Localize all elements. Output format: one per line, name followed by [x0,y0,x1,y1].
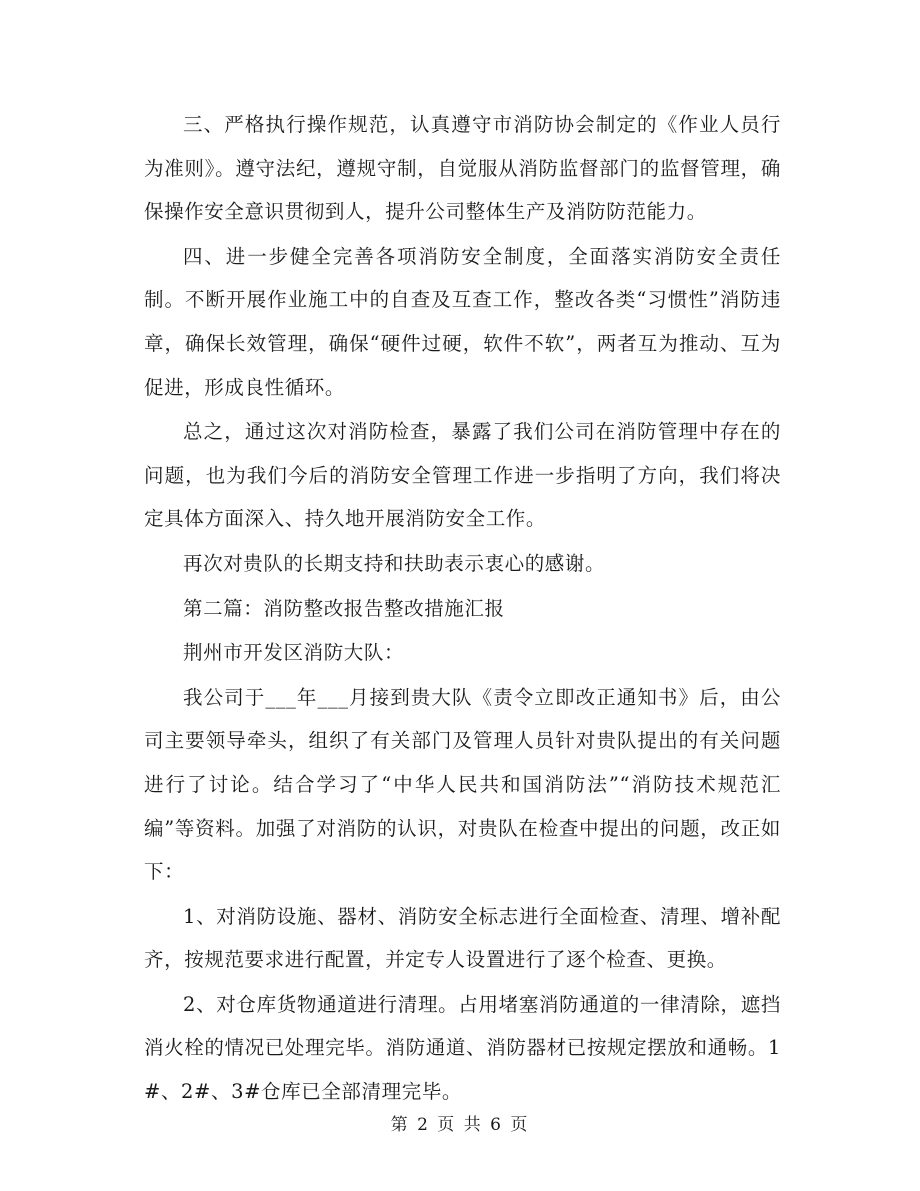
paragraph-section-four: 四、进一步健全完善各项消防安全制度，全面落实消防安全责任制。不断开展作业施工中的自查及互查工作，整改各类“习惯性”消防违章，确保长效管理，确保“硬件过硬，软件不软”，两者互为推动、互为促进，形成良性循环。 [144,244,781,399]
paragraph-item-one: 1、对消防设施、器材、消防安全标志进行全面检查、清理、增补配齐，按规范要求进行配置，并定专人设置进行了逐个检查、更换。 [144,904,781,972]
paragraph-summary: 总之，通过这次对消防检查，暴露了我们公司在消防管理中存在的问题，也为我们今后的消防安全管理工作进一步指明了方向，我们将决定具体方面深入、持久地开展消防安全工作。 [144,420,781,531]
paragraph-thanks: 再次对贵队的长期支持和扶助表示衷心的感谢。 [183,551,606,575]
paragraph-section-three: 三、严格执行操作规范，认真遵守市消防协会制定的《作业人员行为准则》。遵守法纪，遵规守制，自觉服从消防监督部门的监督管理，确保操作安全意识贯彻到人，提升公司整体生产及消防防范能力。 [144,113,781,224]
paragraph-introduction: 我公司于___年___月接到贵大队《责令立即改正通知书》后，由公司主要领导牵头，组织了有关部门及管理人员针对贵队提出的有关问题进行了讨论。结合学习了“中华人民共和国消防法”“消防技术规范汇编”等资料。加强了对消防的认识，对贵队在检查中提出的问题，改正如下： [144,685,781,884]
page-number-footer: 第 2 页 共 6 页 [390,1115,530,1135]
paragraph-item-two: 2、对仓库货物通道进行清理。占用堵塞消防通道的一律清除，遮挡消火栓的情况已处理完毕。消防通道、消防器材已按规定摆放和通畅。1#、2#、3#仓库已全部清理完毕。 [144,992,781,1104]
paragraph-chapter-heading: 第二篇：消防整改报告整改措施汇报 [183,596,505,620]
paragraph-salutation: 荆州市开发区消防大队： [183,641,405,665]
document-body [144,103,781,1115]
